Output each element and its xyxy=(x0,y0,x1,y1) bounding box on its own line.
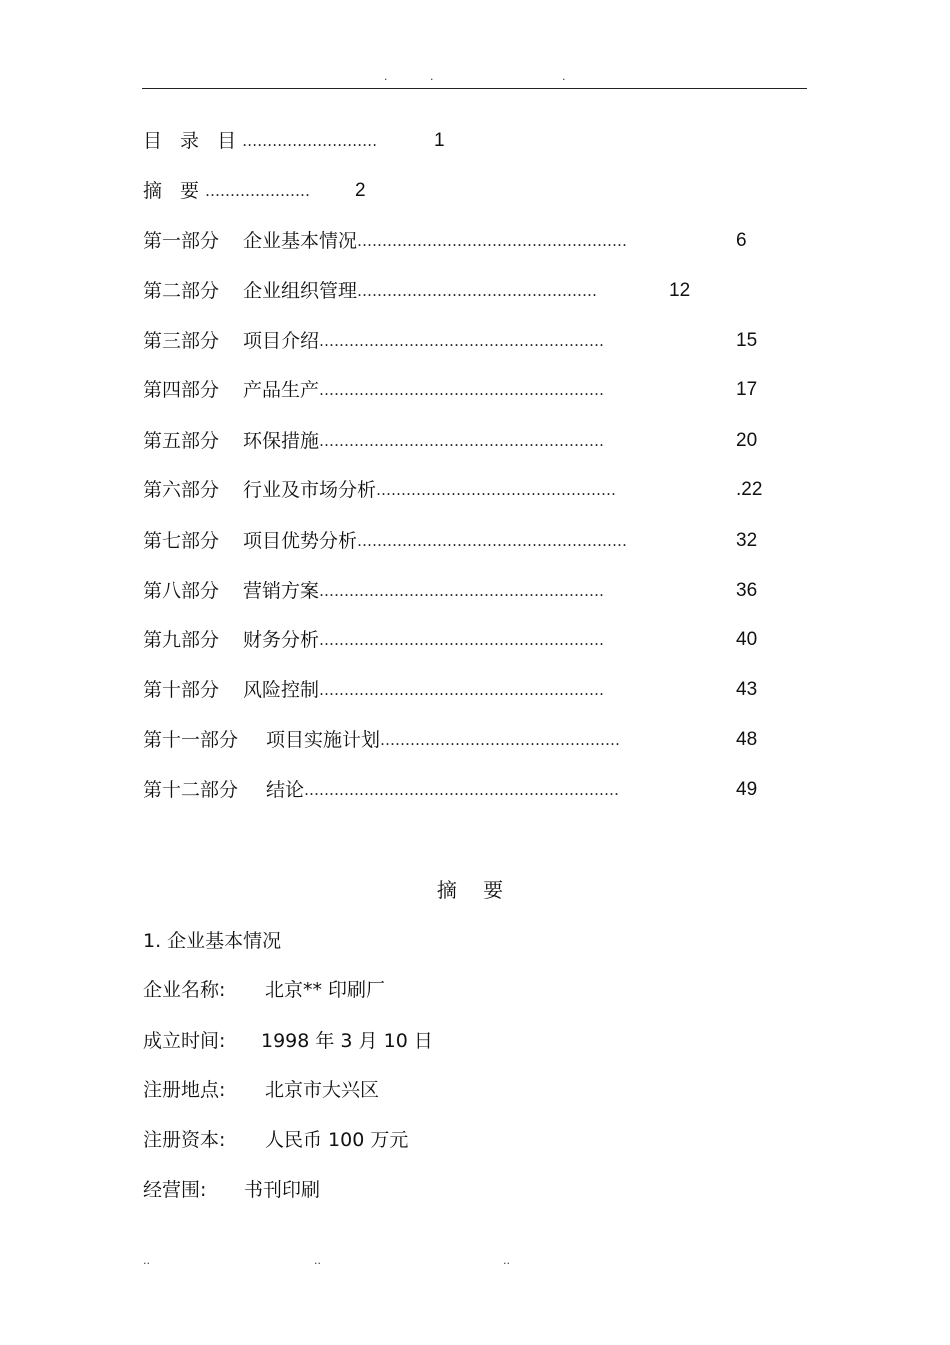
registered-capital-row xyxy=(143,1126,408,1154)
toc-item-part: 目 录 目 xyxy=(143,130,243,152)
header-dot: . xyxy=(562,70,566,83)
toc-item-part: 第六部分 xyxy=(143,479,220,501)
toc-item-leader: ………………… xyxy=(205,182,311,200)
toc-item-title: 结论 xyxy=(266,779,305,801)
toc-item-leader: ………………………………………………… xyxy=(319,332,605,350)
toc-item-title: 财务分析 xyxy=(243,629,320,651)
toc-item[interactable] xyxy=(143,428,604,454)
toc-item-part: 第十二部分 xyxy=(143,779,239,801)
summary-heading: 摘 要 xyxy=(436,878,514,902)
toc-item-title: 风险控制 xyxy=(243,679,320,701)
toc-item[interactable] xyxy=(143,578,604,604)
toc-item[interactable] xyxy=(143,777,619,803)
toc-item[interactable] xyxy=(143,328,604,354)
toc-item-part: 第八部分 xyxy=(143,580,220,602)
registered-location-row xyxy=(143,1076,379,1104)
toc-item-part: 第二部分 xyxy=(143,280,220,302)
toc-item-leader: ………………………………………………… xyxy=(319,631,605,649)
footer-dot: .. xyxy=(503,1254,510,1267)
toc-item-page: 17 xyxy=(736,379,758,400)
toc-item-title: 产品生产 xyxy=(243,379,320,401)
toc-item-title: 项目实施计划 xyxy=(266,729,381,751)
toc-item-title: 环保措施 xyxy=(243,430,320,452)
toc-item-part: 第九部分 xyxy=(143,629,220,651)
field-value: 北京** 印刷厂 xyxy=(265,979,386,1001)
toc-item-leader: ………………………………………… xyxy=(380,731,621,749)
toc-item-leader: ………………………………………………… xyxy=(319,432,605,450)
toc-item-part: 第七部分 xyxy=(143,530,220,552)
toc-item-leader: ………………………………………… xyxy=(376,481,617,499)
toc-item[interactable] xyxy=(143,727,620,753)
toc-item-page: 32 xyxy=(736,530,758,551)
business-scope-row xyxy=(143,1176,320,1204)
toc-item-part: 摘 要 xyxy=(143,180,206,202)
toc-item-part: 第十一部分 xyxy=(143,729,239,751)
toc-item[interactable] xyxy=(143,677,604,703)
toc-item[interactable] xyxy=(143,228,627,254)
toc-item-leader: ………………………………………………… xyxy=(319,381,605,399)
field-value: 1998 年 3 月 10 日 xyxy=(261,1030,433,1052)
field-value: 书刊印刷 xyxy=(244,1179,321,1201)
toc-item[interactable] xyxy=(143,377,604,403)
toc-item-page: .22 xyxy=(736,479,763,500)
field-label: 注册资本: xyxy=(143,1129,226,1151)
footer-dot: .. xyxy=(143,1254,150,1267)
toc-item-leader: ………………………………………………… xyxy=(319,681,605,699)
toc-item-leader: ……………………………………………… xyxy=(357,232,628,250)
toc-item[interactable] xyxy=(143,627,604,653)
toc-item-page: 6 xyxy=(736,230,747,251)
toc-item[interactable] xyxy=(143,128,377,154)
toc-item-title: 营销方案 xyxy=(243,580,320,602)
toc-item-page: 36 xyxy=(736,580,758,601)
footer-dot: .. xyxy=(314,1254,321,1267)
toc-item-part: 第四部分 xyxy=(143,379,220,401)
toc-item-page: 40 xyxy=(736,629,758,650)
header-divider xyxy=(142,88,807,89)
section-title: 1. 企业基本情况 xyxy=(143,930,282,952)
toc-item-page: 12 xyxy=(669,280,691,301)
toc-item[interactable] xyxy=(143,178,310,204)
toc-item-leader: ……………………………………………… xyxy=(357,532,628,550)
toc-item-title: 企业基本情况 xyxy=(243,230,358,252)
toc-item[interactable] xyxy=(143,477,616,503)
header-dot: . xyxy=(430,70,434,83)
toc-item-page: 20 xyxy=(736,430,758,451)
toc-item-page: 48 xyxy=(736,729,758,750)
toc-item-leader: ……………………………………………………… xyxy=(304,781,620,799)
founded-date-row xyxy=(143,1027,433,1055)
toc-item-leader: ……………………… xyxy=(242,132,378,150)
toc-item-part: 第十部分 xyxy=(143,679,220,701)
toc-item-page: 43 xyxy=(736,679,758,700)
field-label: 注册地点: xyxy=(143,1079,226,1101)
toc-item-title: 项目介绍 xyxy=(243,330,320,352)
toc-item-title: 项目优势分析 xyxy=(243,530,358,552)
toc-item[interactable] xyxy=(143,278,597,304)
toc-item[interactable] xyxy=(143,528,627,554)
field-label: 成立时间: xyxy=(143,1030,226,1052)
toc-item-page: 1 xyxy=(434,130,445,151)
toc-item-part: 第一部分 xyxy=(143,230,220,252)
toc-item-part: 第三部分 xyxy=(143,330,220,352)
company-name-row xyxy=(143,976,385,1004)
toc-item-leader: ………………………………………………… xyxy=(319,582,605,600)
toc-item-leader: ………………………………………… xyxy=(357,282,598,300)
field-label: 经营围: xyxy=(143,1179,207,1201)
toc-item-page: 49 xyxy=(736,779,758,800)
field-label: 企业名称: xyxy=(143,979,226,1001)
toc-item-page: 2 xyxy=(355,180,366,201)
toc-item-part: 第五部分 xyxy=(143,430,220,452)
field-value: 北京市大兴区 xyxy=(265,1079,380,1101)
toc-item-page: 15 xyxy=(736,330,758,351)
field-value: 人民币 100 万元 xyxy=(265,1129,409,1151)
toc-item-title: 企业组织管理 xyxy=(243,280,358,302)
toc-item-title: 行业及市场分析 xyxy=(243,479,377,501)
header-dot: . xyxy=(384,70,388,83)
